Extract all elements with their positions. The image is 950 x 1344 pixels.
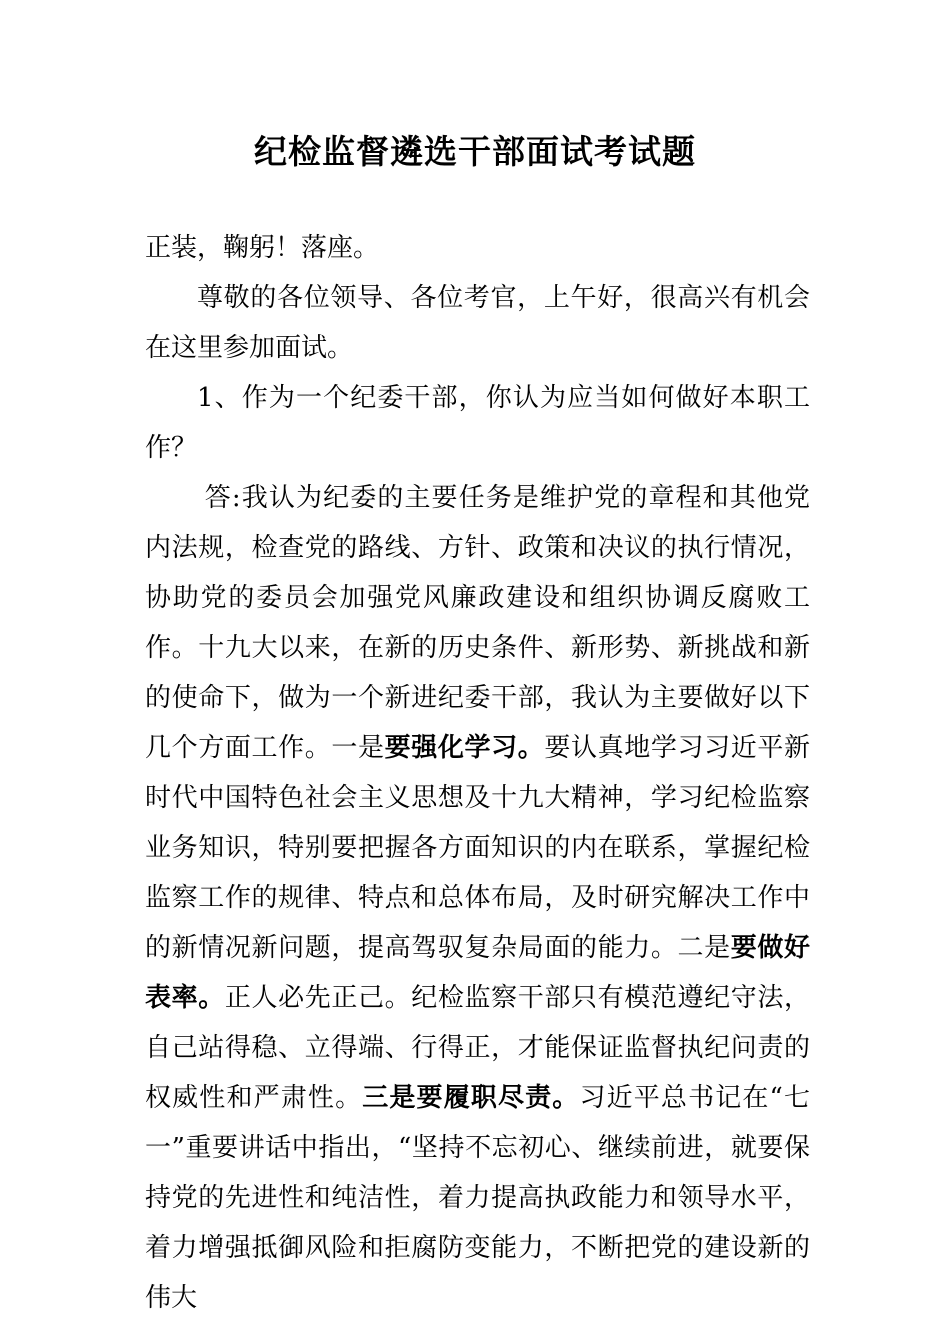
question-paragraph: 1、作为一个纪委干部，你认为应当如何做好本职工作？ [145,383,810,463]
intro-paragraph: 尊敬的各位领导、各位考官，上午好，很高兴有机会在这里参加面试。 [145,283,810,363]
answer-point-1: 要强化学习。 [384,733,545,763]
document-body [145,223,810,1323]
document-title: 纪检监督遴选干部面试考试题 [254,132,696,171]
answer-point-2: 要做好表率。 [145,933,810,1013]
answer-paragraph [145,473,810,1323]
answer-text-4: 习近平总书记在“七一”重要讲话中指出，“坚持不忘初心、继续前进，就要保持党的先进性和纯洁性，着力提高执政能力和领导水平，着力增强抵御风险和拒腐防变能力，不断把党的建设新的伟大 [145,1083,810,1313]
answer-point-3: 三是要履职尽责。 [362,1083,580,1113]
answer-text-2: 要认真地学习习近平新时代中国特色社会主义思想及十九大精神，学习纪检监察业务知识，特别要把握各方面知识的内在联系，掌握纪检监察工作的规律、特点和总体布局，及时研究解决工作中的新情况新问题，提高驾驭复杂局面的能力。二是 [145,733,810,963]
answer-text-1: 答:我认为纪委的主要任务是维护党的章程和其他党内法规，检查党的路线、方针、政策和决议的执行情况，协助党的委员会加强党风廉政建设和组织协调反腐败工作。十九大以来，在新的历史条件、新形势、新挑战和新的使命下，做为一个新进纪委干部，我认为主要做好以下几个方面工作。一是 [145,483,810,763]
greeting-paragraph: 正装，鞠躬！落座。 [145,233,380,263]
answer-text-3: 正人必先正己。纪检监察干部只有模范遵纪守法，自己站得稳、立得端、行得正，才能保证监督执纪问责的权威性和严肃性。 [145,983,810,1113]
